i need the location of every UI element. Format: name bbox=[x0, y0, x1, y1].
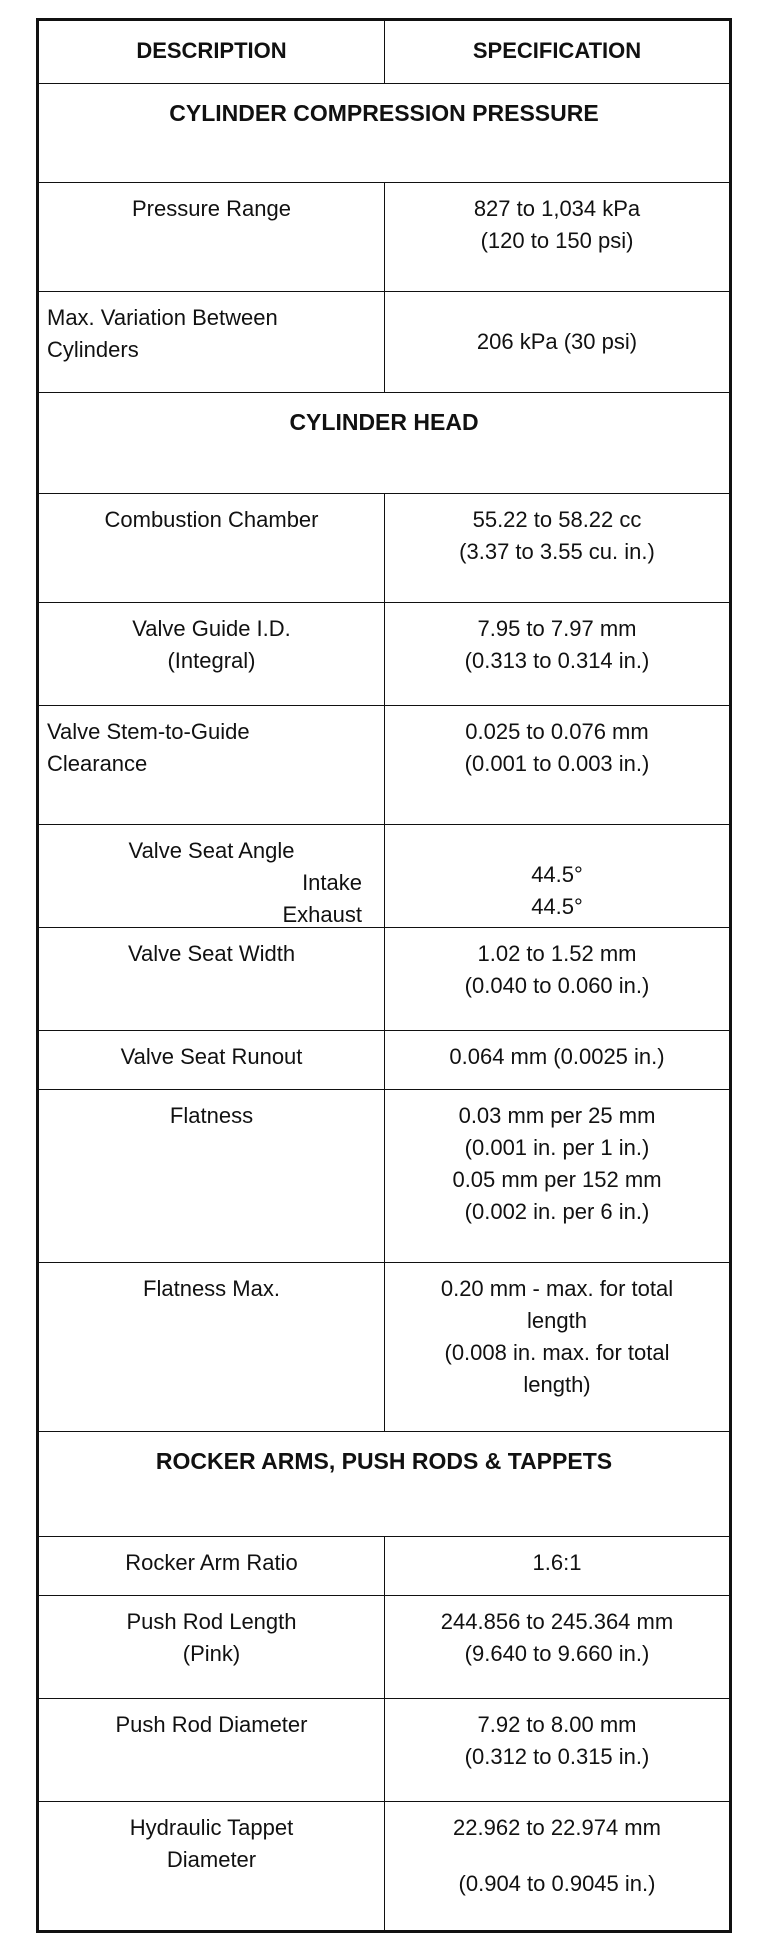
spec-text: (0.001 in. per 1 in.) bbox=[464, 1135, 650, 1160]
spec-text: 206 kPa (30 psi) bbox=[476, 329, 638, 354]
spec-text: 0.05 mm per 152 mm bbox=[452, 1167, 662, 1192]
desc-subtext: Exhaust bbox=[282, 902, 362, 927]
spec-cell bbox=[385, 494, 729, 602]
desc-text: Clearance bbox=[47, 751, 148, 776]
table-header bbox=[39, 21, 729, 83]
desc-text: Combustion Chamber bbox=[104, 507, 319, 532]
desc-text: (Integral) bbox=[167, 648, 256, 673]
spec-cell bbox=[385, 1596, 729, 1698]
desc-text: Valve Seat Runout bbox=[120, 1044, 303, 1069]
spec-text: 0.025 to 0.076 mm bbox=[465, 719, 649, 744]
spec-cell bbox=[385, 292, 729, 392]
spec-text: (0.313 to 0.314 in.) bbox=[464, 648, 650, 673]
desc-text: Max. Variation Between bbox=[47, 305, 278, 330]
table-row bbox=[39, 182, 729, 291]
spec-text: 0.03 mm per 25 mm bbox=[458, 1103, 656, 1128]
spec-cell bbox=[385, 603, 729, 705]
spec-text: 0.20 mm - max. for total bbox=[440, 1276, 674, 1301]
desc-text: (Pink) bbox=[182, 1641, 241, 1666]
desc-text: Valve Stem-to-Guide bbox=[47, 719, 250, 744]
spec-text: length bbox=[527, 1308, 587, 1333]
table-row bbox=[39, 824, 729, 927]
spec-text: 22.962 to 22.974 mm bbox=[453, 1815, 661, 1840]
spec-text: (0.312 to 0.315 in.) bbox=[464, 1744, 650, 1769]
spec-cell bbox=[385, 706, 729, 824]
table-row bbox=[39, 1801, 729, 1930]
desc-text: Diameter bbox=[166, 1847, 257, 1872]
section-title: CYLINDER COMPRESSION PRESSURE bbox=[169, 100, 599, 126]
spec-cell bbox=[385, 1699, 729, 1801]
spec-cell bbox=[385, 928, 729, 1030]
spec-text: 7.92 to 8.00 mm bbox=[477, 1712, 637, 1737]
desc-text: Valve Guide I.D. bbox=[132, 616, 291, 641]
header-specification: SPECIFICATION bbox=[472, 38, 642, 63]
table-row bbox=[39, 1595, 729, 1698]
table-row bbox=[39, 1536, 729, 1595]
spec-text: (0.008 in. max. for total bbox=[444, 1340, 670, 1365]
spec-text: 55.22 to 58.22 cc bbox=[472, 507, 642, 532]
spec-text: 1.6:1 bbox=[532, 1550, 582, 1575]
spec-text: (9.640 to 9.660 in.) bbox=[464, 1641, 650, 1666]
desc-cell bbox=[39, 928, 385, 1030]
section-rocker-arms bbox=[39, 1431, 729, 1536]
desc-text: Rocker Arm Ratio bbox=[125, 1550, 298, 1575]
spec-text: length) bbox=[523, 1372, 591, 1397]
spec-cell bbox=[385, 183, 729, 291]
desc-text: Valve Seat Angle bbox=[128, 838, 295, 863]
table-row bbox=[39, 493, 729, 602]
spec-text: 44.5° bbox=[531, 894, 583, 919]
spec-text: 0.064 mm (0.0025 in.) bbox=[449, 1044, 665, 1069]
table-row bbox=[39, 1262, 729, 1431]
desc-subtext: Intake bbox=[302, 870, 362, 895]
desc-text: Push Rod Diameter bbox=[115, 1712, 308, 1737]
spec-text: (120 to 150 psi) bbox=[480, 228, 634, 253]
desc-cell bbox=[39, 1537, 385, 1595]
spec-cell bbox=[385, 1090, 729, 1262]
desc-cell bbox=[39, 1090, 385, 1262]
spec-cell bbox=[385, 1802, 729, 1930]
desc-text: Pressure Range bbox=[132, 196, 291, 221]
desc-cell bbox=[39, 1802, 385, 1930]
desc-cell bbox=[39, 706, 385, 824]
table-row bbox=[39, 602, 729, 705]
spec-cell bbox=[385, 1537, 729, 1595]
spec-cell bbox=[385, 825, 729, 927]
desc-cell bbox=[39, 825, 385, 927]
section-compression bbox=[39, 83, 729, 182]
section-title: ROCKER ARMS, PUSH RODS & TAPPETS bbox=[155, 1448, 613, 1474]
table-row bbox=[39, 1089, 729, 1262]
desc-text: Flatness Max. bbox=[143, 1276, 280, 1301]
table-row bbox=[39, 927, 729, 1030]
desc-text: Flatness bbox=[169, 1103, 254, 1128]
spec-cell bbox=[385, 1263, 729, 1431]
spec-cell bbox=[385, 1031, 729, 1089]
desc-text: Hydraulic Tappet bbox=[129, 1815, 294, 1840]
spec-text: 827 to 1,034 kPa bbox=[473, 196, 641, 221]
desc-text: Valve Seat Width bbox=[127, 941, 296, 966]
spec-text: 7.95 to 7.97 mm bbox=[477, 616, 637, 641]
spec-text: 244.856 to 245.364 mm bbox=[440, 1609, 674, 1634]
desc-cell bbox=[39, 1031, 385, 1089]
spec-text: 44.5° bbox=[531, 862, 583, 887]
desc-cell bbox=[39, 494, 385, 602]
desc-text: Cylinders bbox=[47, 337, 139, 362]
table-row bbox=[39, 291, 729, 392]
desc-cell bbox=[39, 1263, 385, 1431]
table-row bbox=[39, 705, 729, 824]
spec-text: (3.37 to 3.55 cu. in.) bbox=[459, 539, 655, 564]
desc-cell bbox=[39, 603, 385, 705]
desc-cell bbox=[39, 1596, 385, 1698]
spec-table bbox=[36, 18, 732, 1933]
section-cylinder-head bbox=[39, 392, 729, 493]
desc-cell bbox=[39, 183, 385, 291]
spec-text: (0.002 in. per 6 in.) bbox=[464, 1199, 650, 1224]
table-row bbox=[39, 1030, 729, 1089]
spec-text: (0.040 to 0.060 in.) bbox=[464, 973, 650, 998]
section-title: CYLINDER HEAD bbox=[289, 409, 479, 435]
spec-text: (0.001 to 0.003 in.) bbox=[464, 751, 650, 776]
desc-text: Push Rod Length bbox=[126, 1609, 297, 1634]
spec-text: (0.904 to 0.9045 in.) bbox=[458, 1871, 656, 1896]
desc-cell bbox=[39, 292, 385, 392]
desc-cell bbox=[39, 1699, 385, 1801]
spec-text: 1.02 to 1.52 mm bbox=[477, 941, 637, 966]
table-row bbox=[39, 1698, 729, 1801]
header-description: DESCRIPTION bbox=[39, 21, 385, 83]
